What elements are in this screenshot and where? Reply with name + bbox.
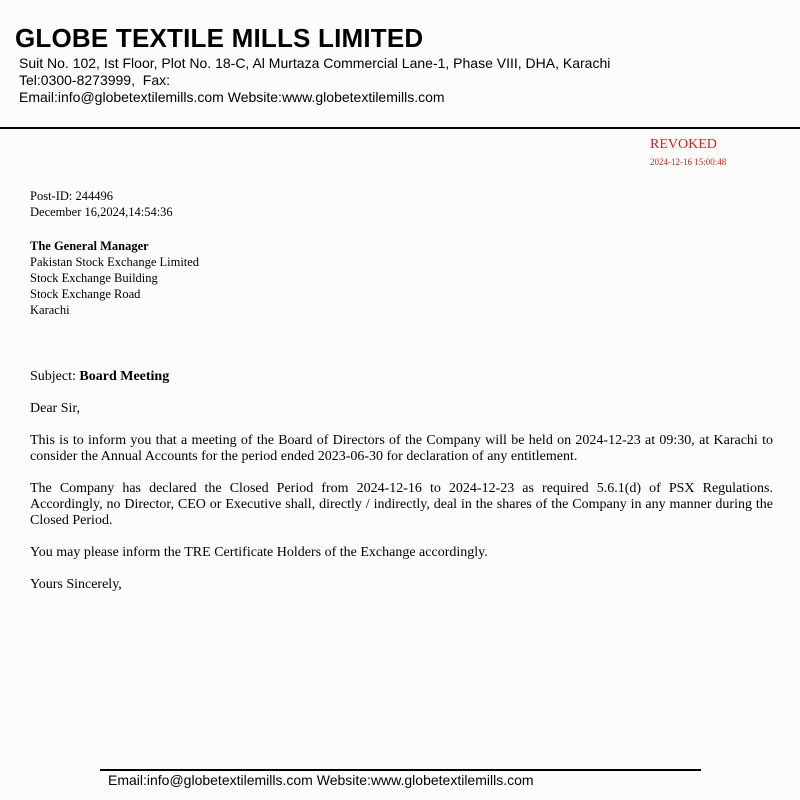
footer-email-website: Email:info@globetextilemills.com Website:www.globetextilemills.com bbox=[108, 772, 534, 788]
recipient-title: The General Manager bbox=[30, 239, 149, 253]
company-tel-fax: Tel:0300-8273999, Fax: bbox=[19, 72, 170, 88]
header-divider bbox=[0, 127, 800, 129]
subject-label: Subject: bbox=[30, 369, 76, 384]
company-name: GLOBE TEXTILE MILLS LIMITED bbox=[15, 23, 424, 53]
revoked-timestamp: 2024-12-16 15:00:48 bbox=[650, 157, 727, 167]
greeting: Dear Sir, bbox=[30, 401, 80, 416]
company-email-website: Email:info@globetextilemills.com Website:www.globetextilemills.com bbox=[19, 89, 445, 105]
paragraph-closed-period: The Company has declared the Closed Period from 2024-12-16 to 2024-12-23 as required 5.6.1(d) of PSX Regulations. Accordingly, no Director, CEO or Executive shall, directly / indirectly, deal in the shares of the Company in any manner during the Closed Period. bbox=[30, 481, 773, 528]
footer-divider bbox=[100, 769, 701, 771]
company-address: Suit No. 102, Ist Floor, Plot No. 18-C, Al Murtaza Commercial Lane-1, Phase VIII, DHA, Karachi bbox=[19, 55, 611, 71]
paragraph-inform: You may please inform the TRE Certificate Holders of the Exchange accordingly. bbox=[30, 545, 488, 560]
recipient-line: Pakistan Stock Exchange Limited bbox=[30, 255, 200, 269]
closing: Yours Sincerely, bbox=[30, 577, 122, 592]
subject-line bbox=[30, 369, 773, 385]
recipient-line: Stock Exchange Road bbox=[30, 287, 141, 301]
revoked-status: REVOKED bbox=[650, 137, 717, 152]
post-date: December 16,2024,14:54:36 bbox=[30, 205, 173, 219]
recipient-line: Stock Exchange Building bbox=[30, 271, 158, 285]
recipient-address bbox=[30, 238, 199, 318]
subject-text: Board Meeting bbox=[79, 369, 170, 384]
paragraph-meeting: This is to inform you that a meeting of the Board of Directors of the Company will be held on 2024-12-23 at 09:30, at Karachi to consider the Annual Accounts for the period ended 2023-06-30 for declaration of any entitlement. bbox=[30, 433, 773, 464]
post-id: Post-ID: 244496 bbox=[30, 189, 113, 203]
recipient-line: Karachi bbox=[30, 303, 70, 317]
